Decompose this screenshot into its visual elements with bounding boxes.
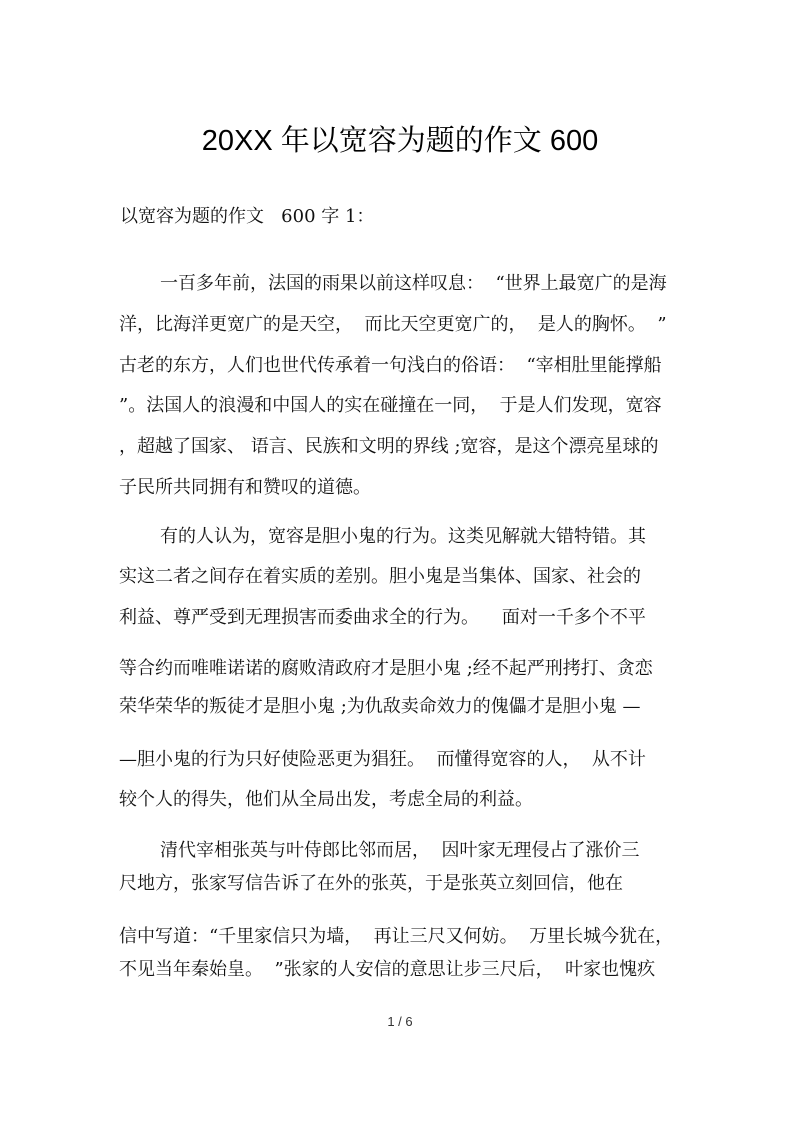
paragraph-line: 有的人认为，宽容是胆小鬼的行为。这类见解就大错特错。其 bbox=[160, 526, 646, 547]
paragraph-line: 子民所共同拥有和赞叹的道德。 bbox=[119, 477, 371, 498]
paragraph-line: 清代宰相张英与叶侍郎比邻而居， 因叶家无理侵占了涨价三 bbox=[160, 840, 640, 861]
subtitle: 以宽容为题的作文 600 字 1： bbox=[120, 206, 375, 227]
paragraph-line: 古老的东方，人们也世代传承着一句浅白的俗语： “宰相肚里能撑船 bbox=[119, 355, 662, 376]
paragraph-line: 较个人的得失，他们从全局出发，考虑全局的利益。 bbox=[119, 789, 533, 810]
paragraph-line: 尺地方，张家写信告诉了在外的张英，于是张英立刻回信，他在 bbox=[119, 873, 623, 894]
paragraph-line: 实这二者之间存在着实质的差别。胆小鬼是当集体、国家、社会的 bbox=[119, 566, 641, 587]
paragraph-line: 荣华荣华的叛徒才是胆小鬼 ;为仇敌卖命效力的傀儡才是胆小鬼 — bbox=[119, 696, 641, 717]
paragraph-line: 洋，比海洋更宽广的是天空， 而比天空更宽广的， 是人的胸怀。 ” bbox=[119, 314, 667, 335]
paragraph-line: 信中写道：“千里家信只为墙， 再让三尺又何妨。 万里长城今犹在， bbox=[119, 926, 674, 947]
paragraph-line: ，超越了国家、 语言、民族和文明的界线 ;宽容，是这个漂亮星球的 bbox=[119, 436, 659, 457]
paragraph-line: —胆小鬼的行为只好使险恶更为猖狂。 而懂得宽容的人， 从不计 bbox=[119, 749, 646, 770]
paragraph-line: 利益、尊严受到无理损害而委曲求全的行为。 面对一千多个不平 bbox=[119, 607, 646, 628]
paragraph-line: ”。法国人的浪漫和中国人的实在碰撞在一同， 于是人们发现，宽容 bbox=[119, 395, 662, 416]
paragraph-line: 等合约而唯唯诺诺的腐败清政府才是胆小鬼 ;经不起严刑拷打、贪恋 bbox=[119, 658, 653, 679]
document-title: 20XX 年以宽容为题的作文 600 bbox=[201, 125, 599, 157]
paragraph-line: 不见当年秦始皇。 ”张家的人安信的意思让步三尺后， 叶家也愧疚 bbox=[119, 959, 656, 980]
page-indicator: 1 / 6 bbox=[387, 1014, 413, 1029]
paragraph-line: 一百多年前，法国的雨果以前这样叹息： “世界上最宽广的是海 bbox=[160, 273, 667, 294]
